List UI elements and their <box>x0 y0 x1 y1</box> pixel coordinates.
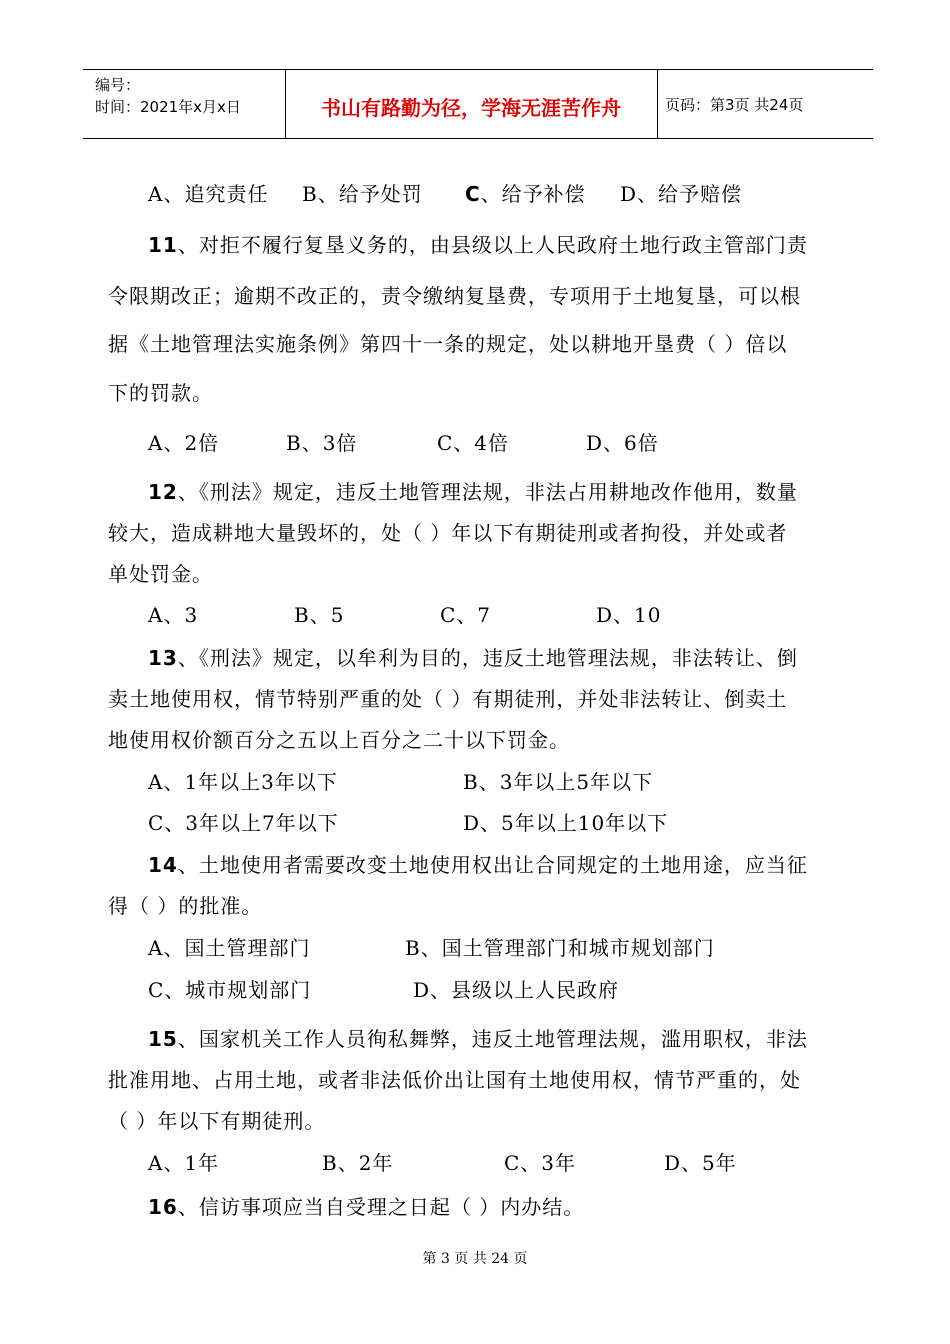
page-header <box>83 69 873 139</box>
header-meta <box>83 70 286 138</box>
q13-option-b: B、3年以上5年以下 <box>463 770 654 794</box>
q14-option-c: C、城市规划部门 <box>148 978 312 1002</box>
q13-line-3: 地使用权价额百分之五以上百分之二十以下罚金。 <box>108 728 570 752</box>
q11-line-2: 令限期改正；逾期不改正的，责令缴纳复垦费，专项用于土地复垦，可以根 <box>108 284 801 308</box>
q10-option-c-text: 、给予补偿 <box>480 182 586 206</box>
q15-line-1: 15、国家机关工作人员徇私舞弊，违反土地管理法规，滥用职权，非法 <box>148 1027 808 1051</box>
q15-line-2: 批准用地、占用土地，或者非法低价出让国有土地使用权，情节严重的，处 <box>108 1068 801 1092</box>
q15-number: 15 <box>148 1027 178 1051</box>
q16-line-1: 16、信访事项应当自受理之日起（ ）内办结。 <box>148 1195 585 1219</box>
q11-option-a: A、2倍 <box>148 431 220 455</box>
q12-number: 12 <box>148 480 178 504</box>
doc-time-label: 时间：2021年x月x日 <box>95 98 241 116</box>
q13-number: 13 <box>148 646 178 670</box>
q11-line-1: 11、对拒不履行复垦义务的，由县级以上人民政府土地行政主管部门责 <box>148 233 808 257</box>
header-slogan: 书山有路勤为径，学海无涯苦作舟 <box>321 96 621 120</box>
q10-option-b: B、给予处罚 <box>302 182 423 206</box>
header-page-cell <box>657 70 873 138</box>
q15-option-b: B、2年 <box>322 1151 394 1175</box>
q15-option-d: D、5年 <box>664 1151 737 1175</box>
q10-option-d: D、给予赔偿 <box>620 182 743 206</box>
q13-option-a: A、1年以上3年以下 <box>148 770 338 794</box>
q11-number: 11 <box>148 233 178 257</box>
q16-number: 16 <box>148 1195 178 1219</box>
q10-option-a: A、追究责任 <box>148 182 269 206</box>
q13-option-d: D、5年以上10年以下 <box>463 811 669 835</box>
q11-line-3: 据《土地管理法实施条例》第四十一条的规定，处以耕地开垦费（ ）倍以 <box>108 332 788 356</box>
q14-line-2: 得（ ）的批准。 <box>108 894 263 918</box>
page-footer: 第 3 页 共 24 页 <box>422 1251 528 1267</box>
q14-option-b: B、国土管理部门和城市规划部门 <box>405 936 715 960</box>
q11-option-d: D、6倍 <box>586 431 659 455</box>
q12-line-1: 12、《刑法》规定，违反土地管理法规，非法占用耕地改作他用，数量 <box>148 480 798 504</box>
q13-option-c: C、3年以上7年以下 <box>148 811 339 835</box>
q14-number: 14 <box>148 853 178 877</box>
q12-line-2: 较大，造成耕地大量毁坏的，处（ ）年以下有期徒刑或者拘役，并处或者 <box>108 521 788 545</box>
q13-line-1: 13、《刑法》规定，以牟利为目的，违反土地管理法规，非法转让、倒 <box>148 646 798 670</box>
q12-option-c: C、7 <box>440 603 492 627</box>
q11-option-c: C、4倍 <box>437 431 510 455</box>
q14-line-1: 14、土地使用者需要改变土地使用权出让合同规定的土地用途，应当征 <box>148 853 808 877</box>
q12-option-d: D、10 <box>596 603 662 627</box>
doc-number-label: 编号： <box>95 76 141 94</box>
q13-line-2: 卖土地使用权，情节特别严重的处（ ）有期徒刑，并处非法转让、倒卖土 <box>108 687 788 711</box>
q11-option-b: B、3倍 <box>286 431 358 455</box>
q15-option-a: A、1年 <box>148 1151 220 1175</box>
header-slogan-cell <box>285 70 658 138</box>
q10-option-c-letter: C <box>465 182 481 206</box>
q15-option-c: C、3年 <box>504 1151 577 1175</box>
q12-option-b: B、5 <box>294 603 345 627</box>
header-page-number: 页码：第3页 共24页 <box>665 96 804 114</box>
q14-option-a: A、国土管理部门 <box>148 936 311 960</box>
q15-line-3: （ ）年以下有期徒刑。 <box>108 1109 326 1133</box>
q11-line-4: 下的罚款。 <box>108 381 213 405</box>
q12-option-a: A、3 <box>148 603 199 627</box>
q12-line-3: 单处罚金。 <box>108 562 213 586</box>
q14-option-d: D、县级以上人民政府 <box>413 978 620 1002</box>
q10-option-c <box>465 182 586 206</box>
